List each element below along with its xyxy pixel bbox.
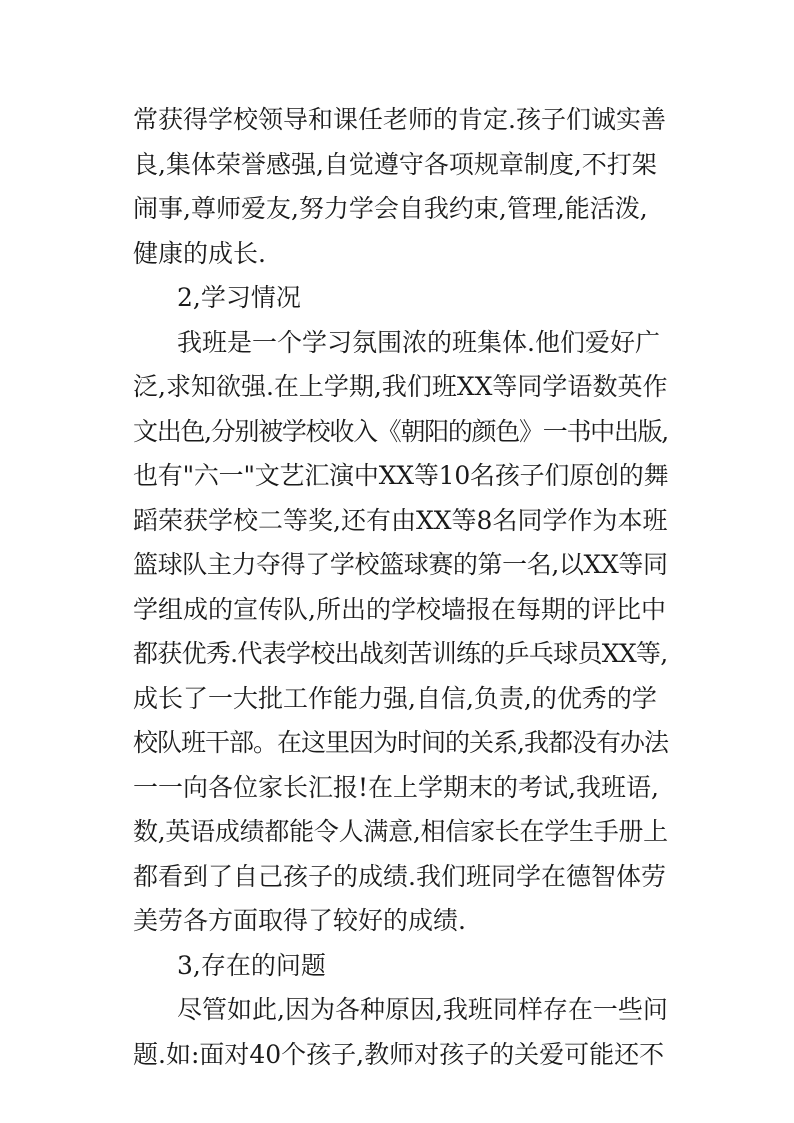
- text-line: 数,英语成绩都能令人满意,相信家长在学生手册上: [133, 817, 668, 846]
- text-line: 蹈荣获学校二等奖,还有由XX等8名同学作为本班: [133, 505, 668, 535]
- text-line: 我班是一个学习氛围浓的班集体.他们爱好广: [177, 327, 660, 357]
- text-line: 常获得学校领导和课任老师的肯定.孩子们诚实善: [133, 105, 666, 134]
- text-line: 题.如:面对40个孩子,教师对孩子的关爱可能还不: [133, 1039, 665, 1069]
- text-line: 闹事,尊师爱友,努力学会自我约束,管理,能活泼,: [133, 194, 648, 223]
- text-line: 都获优秀.代表学校出战刻苦训练的乒乓球员XX等,: [133, 639, 668, 668]
- text-line: 都看到了自己孩子的成绩.我们班同学在德智体劳: [133, 861, 666, 891]
- text-line: 也有"六一"文艺汇演中XX等10名孩子们原创的舞: [133, 461, 669, 490]
- text-line: 3,存在的问题: [177, 950, 326, 980]
- text-line: 篮球队主力夺得了学校篮球赛的第一名,以XX等同: [133, 550, 668, 579]
- text-line: 校队班干部。在这里因为时间的关系,我都没有办法: [133, 728, 668, 757]
- text-line: 健康的成长.: [133, 238, 266, 268]
- text-line: 良,集体荣誉感强,自觉遵守各项规章制度,不打架: [133, 149, 657, 179]
- text-line: 成长了一大批工作能力强,自信,负责,的优秀的学: [133, 683, 657, 713]
- text-line: 泛,求知欲强.在上学期,我们班XX等同学语数英作: [133, 372, 668, 401]
- text-line: 一一向各位家长汇报!在上学期末的考试,我班语,: [133, 772, 659, 802]
- text-line: 文出色,分别被学校收入《朝阳的颜色》一书中出版,: [133, 416, 668, 446]
- text-line: 学组成的宣传队,所出的学校墙报在每期的评比中: [133, 594, 666, 624]
- text-line: 美劳各方面取得了较好的成绩.: [133, 906, 466, 935]
- text-line: 2,学习情况: [177, 283, 301, 312]
- text-line: 尽管如此,因为各种原因,我班同样存在一些问: [177, 995, 668, 1024]
- document-body: [133, 98, 668, 1077]
